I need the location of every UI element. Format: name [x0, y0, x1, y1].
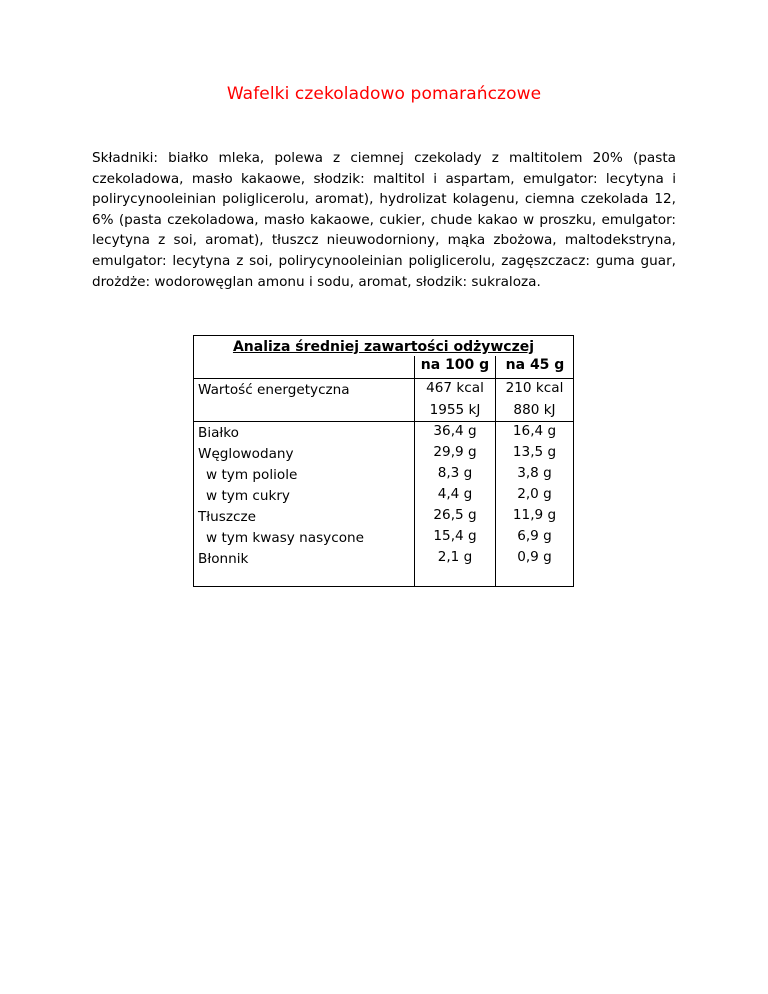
nutrient-value-100g: 15,4 g: [433, 528, 477, 544]
nutrient-value-100g: 26,5 g: [433, 507, 477, 523]
nutrient-value-45g: 2,0 g: [517, 486, 552, 502]
column-header-45g: na 45 g: [505, 357, 565, 373]
nutrient-value-45g: 6,9 g: [517, 528, 552, 544]
energy-kj-100g: 1955 kJ: [429, 402, 481, 418]
nutrient-value-100g: 8,3 g: [437, 465, 473, 481]
ingredients-paragraph: Składniki: białko mleka, polewa z ciemnej czekolady z maltitolem 20% (pasta czekoladowa, masło kakaowe, słodzik: maltitol i aspartam, emulgator: lecytyna i polirycynooleinian poliglicerolu, aromat), hydrolizat kolagenu, ciemna czekolada 12, 6% (pasta czekoladowa, masło kakaowe, cukier, chude kakao w proszku, emulgator: lecytyna z soi, aromat), tłuszcz nieuwodorniony, mąka zbożowa, maltodekstryna, emulgator: lecytyna z soi, polirycynooleinian poliglicerolu, zagęszczacz: guma guar, drożdże: wodorowęglan amonu i sodu, aromat, słodzik: sukraloza.: [92, 150, 676, 290]
nutrient-value-45g: 13,5 g: [512, 444, 557, 460]
nutrient-value-100g: 2,1 g: [437, 549, 473, 565]
nutrient-label: w tym cukry: [206, 488, 290, 504]
nutrient-label: Białko: [198, 425, 240, 441]
table-divider: [194, 378, 573, 379]
nutrient-value-100g: 29,9 g: [433, 444, 477, 460]
energy-label: Wartość energetyczna: [198, 382, 350, 398]
nutrient-value-45g: 0,9 g: [517, 549, 552, 565]
energy-kcal-100g: 467 kcal: [426, 380, 484, 396]
column-header-100g: na 100 g: [420, 357, 490, 373]
energy-kj-45g: 880 kJ: [513, 402, 556, 418]
table-divider: [194, 421, 573, 422]
nutrition-table: [193, 335, 574, 587]
nutrient-label: w tym kwasy nasycone: [206, 530, 364, 546]
nutrient-label: Węglowodany: [198, 446, 294, 462]
nutrient-value-100g: 36,4 g: [433, 423, 477, 439]
nutrient-label: w tym poliole: [206, 467, 298, 483]
nutrition-table-heading: Analiza średniej zawartości odżywczej: [232, 339, 535, 355]
energy-kcal-45g: 210 kcal: [505, 380, 564, 396]
nutrient-value-45g: 16,4 g: [512, 423, 557, 439]
nutrient-value-100g: 4,4 g: [437, 486, 473, 502]
nutrient-label: Tłuszcze: [198, 509, 256, 525]
nutrient-value-45g: 11,9 g: [512, 507, 557, 523]
document-title: Wafelki czekoladowo pomarańczowe: [226, 84, 542, 104]
nutrient-label: Błonnik: [198, 551, 249, 567]
nutrient-value-45g: 3,8 g: [517, 465, 552, 481]
